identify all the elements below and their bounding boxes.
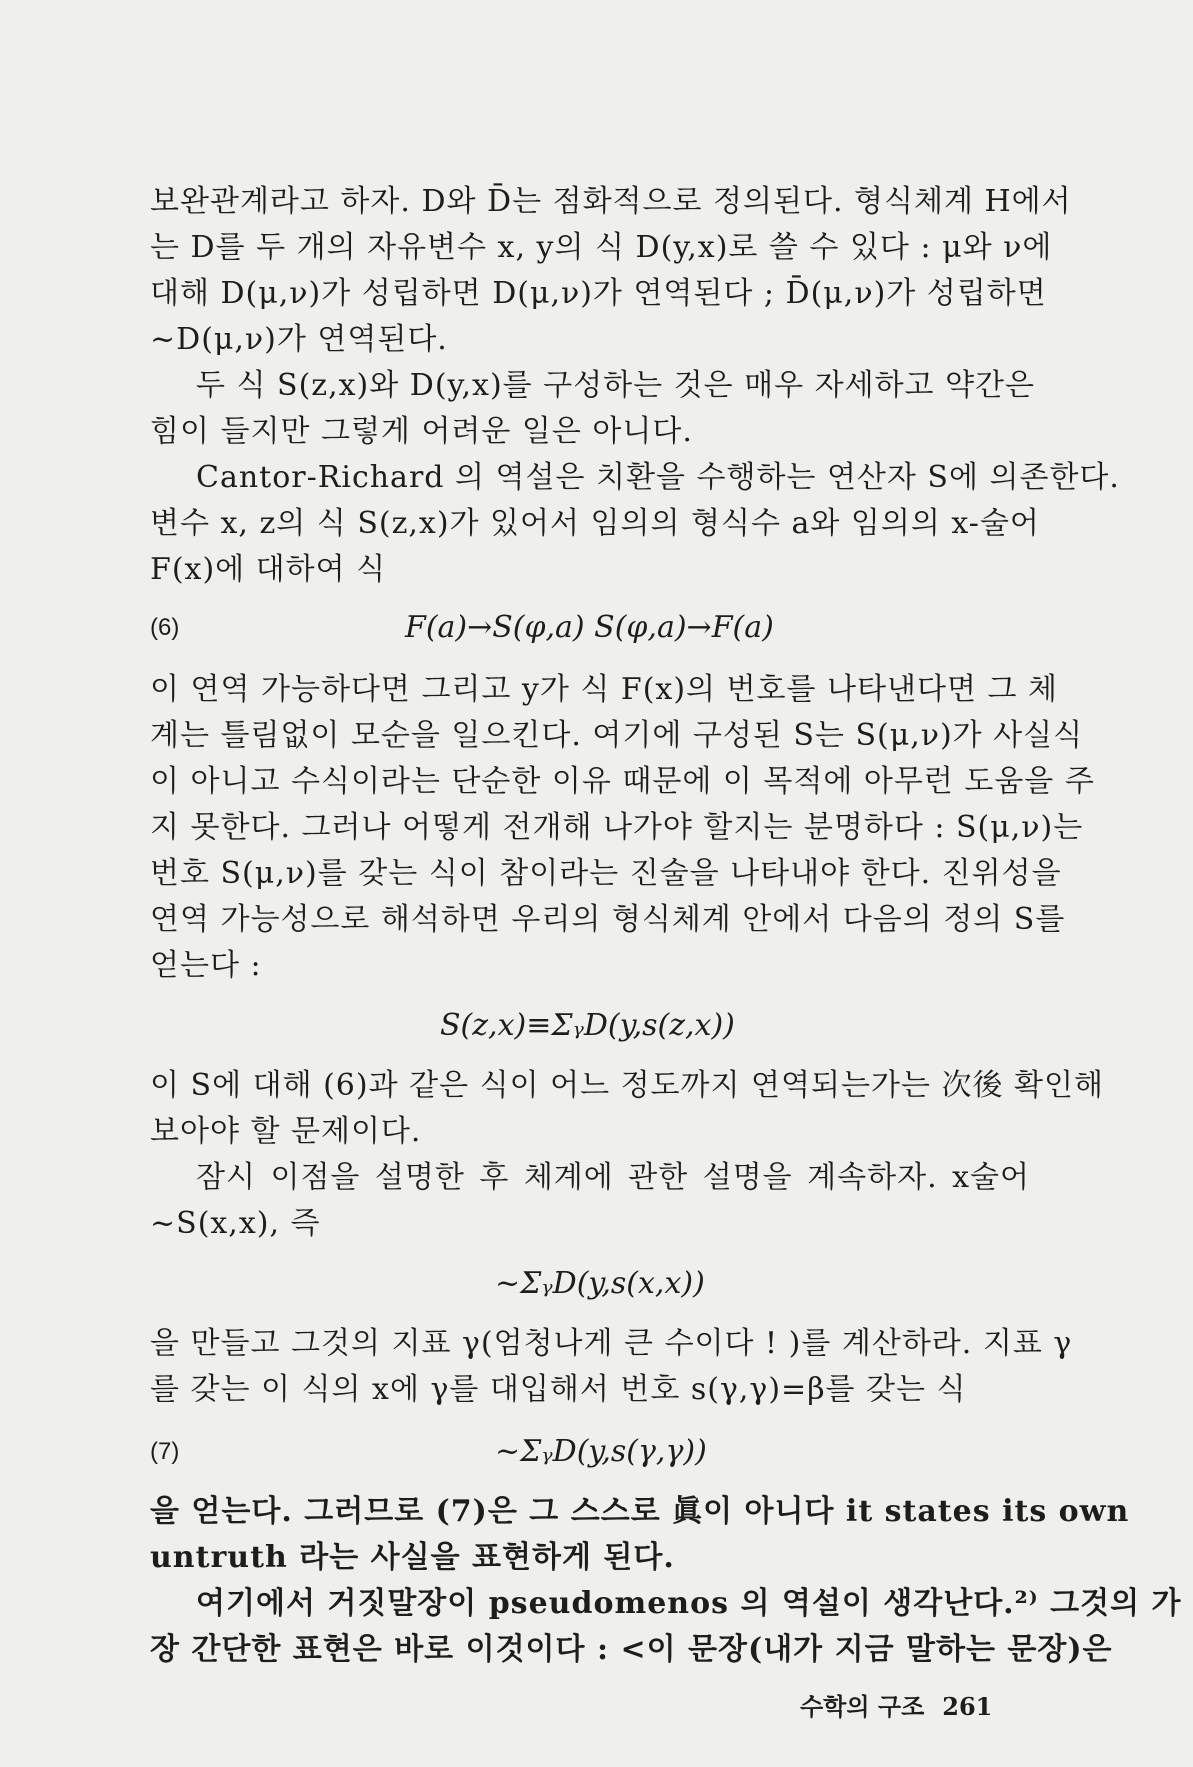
text-line: 여기에서 거짓말장이 pseudomenos 의 역설이 생각난다.²⁾ 그것의 가	[196, 1586, 1182, 1621]
equation-number: (6)	[150, 614, 180, 641]
text-line: F(x)에 대하여 식	[150, 552, 387, 587]
text-line: 이 아니고 수식이라는 단순한 이유 때문에 이 목적에 아무런 도움을 주	[150, 764, 1095, 799]
text-line: 대해 D(μ,ν)가 성립하면 D(μ,ν)가 연역된다 ; D̄(μ,ν)가 성립하면	[150, 276, 1047, 311]
text-line: 연역 가능성으로 해석하면 우리의 형식체계 안에서 다음의 정의 S를	[150, 902, 1066, 937]
page-number: 261	[942, 1692, 993, 1721]
text-line: 두 식 S(z,x)와 D(y,x)를 구성하는 것은 매우 자세하고 약간은	[196, 368, 1036, 403]
equation-6: F(a)→S(φ,a) S(φ,a)→F(a)	[405, 610, 774, 645]
page-footer	[800, 1690, 1010, 1724]
text-line: 보아야 할 문제이다.	[150, 1114, 422, 1149]
text-line: 장 간단한 표현은 바로 이것이다 : <이 문장(내가 지금 말하는 문장)은	[150, 1632, 1113, 1667]
running-title: 수학의 구조	[800, 1692, 925, 1721]
equation-7: ~ΣᵧD(y,s(γ,γ))	[495, 1434, 707, 1469]
text-line: ~S(x,x), 즉	[150, 1206, 321, 1241]
text-line: 번호 S(μ,ν)를 갖는 식이 참이라는 진술을 나타내야 한다. 진위성을	[150, 856, 1062, 891]
text-line: 는 D를 두 개의 자유변수 x, y의 식 D(y,x)로 쓸 수 있다 : μ와 ν에	[150, 230, 1053, 265]
equation-number: (7)	[150, 1438, 180, 1465]
negated-sum-equation: ~ΣᵧD(y,s(x,x))	[495, 1266, 705, 1301]
definition-equation: S(z,x)≡ΣᵧD(y,s(z,x))	[440, 1008, 735, 1043]
text-line: 보완관계라고 하자. D와 D̄는 점화적으로 정의된다. 형식체계 H에서	[150, 184, 1072, 219]
text-line: 이 연역 가능하다면 그리고 y가 식 F(x)의 번호를 나타낸다면 그 체	[150, 672, 1058, 707]
text-line: untruth 라는 사실을 표현하게 된다.	[150, 1540, 675, 1575]
text-line: 계는 틀림없이 모순을 일으킨다. 여기에 구성된 S는 S(μ,ν)가 사실식	[150, 718, 1084, 753]
text-line: 을 얻는다. 그러므로 (7)은 그 스스로 眞이 아니다 it states its own	[150, 1494, 1130, 1529]
text-line: 얻는다 :	[150, 948, 262, 983]
text-line: 을 만들고 그것의 지표 γ(엄청나게 큰 수이다 ! )를 계산하라. 지표 γ	[150, 1326, 1073, 1361]
text-line: Cantor-Richard 의 역설은 치환을 수행하는 연산자 S에 의존한다.	[196, 460, 1120, 495]
text-line: 변수 x, z의 식 S(z,x)가 있어서 임의의 형식수 a와 임의의 x-술어	[150, 506, 1040, 541]
text-line: 지 못한다. 그러나 어떻게 전개해 나가야 할지는 분명하다 : S(μ,ν)는	[150, 810, 1084, 845]
text-line: ~D(μ,ν)가 연역된다.	[150, 322, 448, 357]
text-line: 를 갖는 이 식의 x에 γ를 대입해서 번호 s(γ,γ)=β를 갖는 식	[150, 1372, 967, 1407]
text-line: 이 S에 대해 (6)과 같은 식이 어느 정도까지 연역되는가는 次後 확인해	[150, 1068, 1104, 1103]
text-line: 힘이 들지만 그렇게 어려운 일은 아니다.	[150, 414, 693, 449]
text-line: 잠시 이점을 설명한 후 체계에 관한 설명을 계속하자. x술어	[196, 1160, 1030, 1195]
